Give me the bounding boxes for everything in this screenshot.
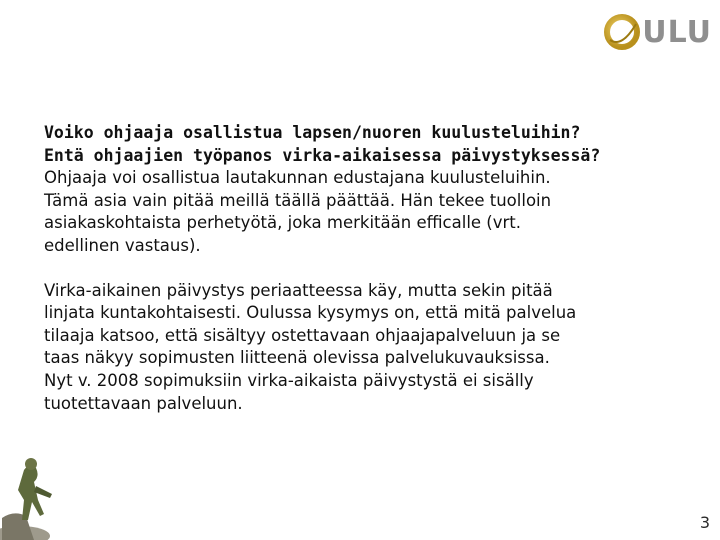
slide-content xyxy=(44,122,704,415)
question-heading xyxy=(44,122,704,167)
answer-paragraph-2 xyxy=(44,280,704,416)
text-line: Tämä asia vain pitää meillä täällä päättää. Hän tekee tuolloin xyxy=(44,190,552,210)
text-line: Nyt v. 2008 sopimuksiin virka-aikaista päivystystä ei sisälly xyxy=(44,370,534,390)
text-line: Virka-aikainen päivystys periaatteessa käy, mutta sekin pitää xyxy=(44,280,553,300)
page-number: 3 xyxy=(699,513,710,532)
text-line: linjata kuntakohtaisesti. Oulussa kysymys on, että mitä palvelua xyxy=(44,303,577,323)
text-line: edellinen vastaus). xyxy=(44,235,201,255)
text-line: taas näkyy sopimusten liitteenä olevissa palvelukuvauksissa. xyxy=(44,348,550,368)
oulu-logo-mark-icon xyxy=(604,14,640,50)
text-line: asiakaskohtaista perhetyötä, joka merkitään efficalle (vrt. xyxy=(44,213,522,233)
heading-line: Voiko ohjaaja osallistua lapsen/nuoren kuulusteluihin? xyxy=(44,123,581,142)
statue-image xyxy=(0,440,70,540)
heading-line: Entä ohjaajien työpanos virka-aikaisessa päivystyksessä? xyxy=(44,145,601,165)
text-line: tuotettavaan palveluun. xyxy=(44,393,243,413)
text-line: Ohjaaja voi osallistua lautakunnan edustajana kuulusteluihin. xyxy=(44,168,551,188)
logo-text: ULU xyxy=(642,14,712,50)
answer-paragraph-1 xyxy=(44,167,704,257)
oulu-logo xyxy=(604,14,712,50)
text-line: tilaaja katsoo, että sisältyy ostettavaan ohjaajapalveluun ja se xyxy=(44,325,561,345)
